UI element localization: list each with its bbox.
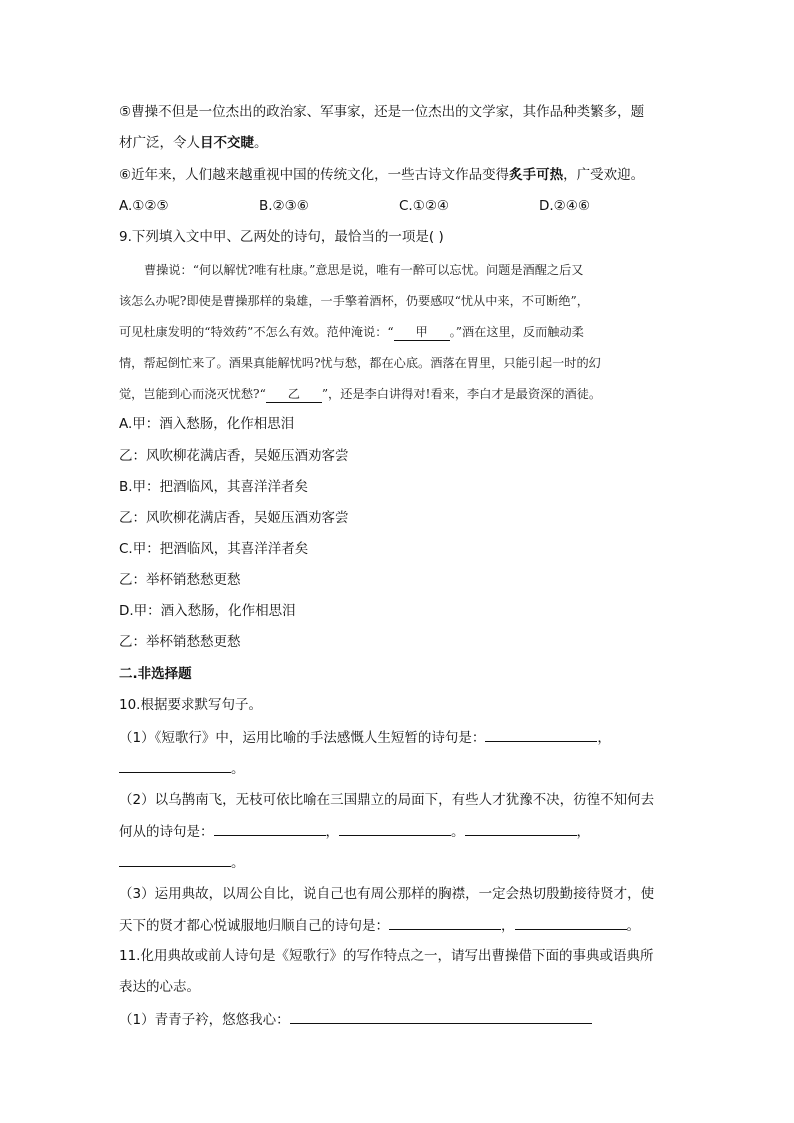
answer-blank[interactable] — [465, 821, 577, 836]
answer-blank[interactable] — [119, 852, 231, 867]
punctuation: ， — [597, 730, 611, 746]
answer-blank[interactable] — [119, 758, 231, 773]
q8-option-a[interactable]: A.①②⑤ — [119, 198, 169, 214]
q10-stem: 10.根据要求默写句子。 — [119, 697, 262, 713]
q8-options — [119, 196, 590, 216]
q10-part2-text: 何从的诗句是： — [119, 824, 214, 840]
passage-text: ”，还是李白讲得对!看来，李白才是最资深的酒徒。 — [321, 387, 602, 401]
q8-item-5-text: 材广泛，令人 — [119, 135, 200, 151]
q8-option-c[interactable]: C.①②④ — [399, 198, 450, 214]
passage-text: 可见杜康发明的“特效药”不怎么有效。范仲淹说：“ — [119, 325, 394, 339]
q9-option-a-yi: 乙：风吹柳花满店香，吴姬压酒劝客尝 — [119, 448, 349, 464]
punctuation: ， — [501, 918, 515, 934]
q9-option-a[interactable]: A.甲：酒入愁肠，化作相思泪 — [119, 416, 295, 432]
answer-blank[interactable] — [339, 821, 451, 836]
passage-line: 该怎么办呢?即使是曹操那样的枭雄，一手擎着酒杯，仍要感叹“忧从中来，不可断绝”， — [119, 294, 589, 308]
q10-part3-line2 — [119, 915, 640, 936]
q10-part2-line2 — [119, 821, 590, 842]
passage-text: 。”酒在这里，反而触动柔 — [449, 325, 584, 339]
q8-item-6 — [119, 165, 644, 185]
punctuation: 。 — [626, 918, 640, 934]
q11-stem-line1: 11.化用典故或前人诗句是《短歌行》的写作特点之一，请写出曹操借下面的事典或语典所 — [119, 948, 654, 964]
answer-blank[interactable] — [290, 1009, 592, 1024]
q9-option-d[interactable]: D.甲：酒入愁肠，化作相思泪 — [119, 603, 296, 619]
q11-stem-line2: 表达的心志。 — [119, 979, 200, 995]
q8-item-5-line1: ⑤曹操不但是一位杰出的政治家、军事家，还是一位杰出的文学家，其作品种类繁多，题 — [119, 104, 645, 120]
q9-passage — [119, 255, 675, 410]
q10-part1-text: （1）《短歌行》中，运用比喻的手法感慨人生短暂的诗句是： — [119, 730, 486, 746]
q10-part3-line1: （3）运用典故，以周公自比，说自己也有周公那样的胸襟，一定会热切殷勤接待贤才，使 — [119, 886, 655, 902]
answer-blank[interactable] — [389, 915, 501, 930]
q10-part3-text: 天下的贤才都心悦诚服地归顺自己的诗句是： — [119, 918, 389, 934]
q10-part1-line2 — [119, 758, 245, 779]
q9-option-d-yi: 乙：举杯销愁愁更愁 — [119, 634, 241, 650]
answer-blank[interactable] — [214, 821, 326, 836]
blank-jia: 甲 — [394, 324, 450, 341]
blank-yi: 乙 — [266, 386, 322, 403]
q8-option-d[interactable]: D.②④⑥ — [539, 198, 590, 214]
q9-option-b-yi: 乙：风吹柳花满店香，吴姬压酒劝客尝 — [119, 510, 349, 526]
q11-part1 — [119, 1009, 592, 1030]
q9-option-c[interactable]: C.甲：把酒临风，其喜洋洋者矣 — [119, 541, 309, 557]
punctuation: 。 — [451, 824, 465, 840]
passage-line: 曹操说：“何以解忧?唯有杜康。”意思是说，唯有一醉可以忘忧。问题是酒醒之后又 — [144, 263, 584, 277]
q9-option-b[interactable]: B.甲：把酒临风，其喜洋洋者矣 — [119, 479, 309, 495]
section-heading: 二.非选择题 — [119, 666, 192, 682]
passage-line — [119, 317, 675, 348]
q9-option-c-yi: 乙：举杯销愁愁更愁 — [119, 572, 241, 588]
passage-line: 情，帮起倒忙来了。酒果真能解忧吗?忧与愁，都在心底。酒落在胃里，只能引起一时的幻 — [119, 356, 601, 370]
q8-option-b[interactable]: B.②③⑥ — [259, 198, 309, 214]
q8-item-6-idiom: 炙手可热 — [509, 167, 564, 183]
punctuation: 。 — [231, 761, 245, 777]
punctuation: ， — [325, 824, 339, 840]
answer-blank[interactable] — [485, 727, 597, 742]
q9-stem: 9.下列填入文中甲、乙两处的诗句，最恰当的一项是( ) — [119, 229, 444, 245]
q8-item-5-end: 。 — [254, 135, 268, 151]
punctuation: 。 — [231, 855, 245, 871]
passage-line — [119, 379, 675, 410]
passage-text: 觉，岂能到心而浇灭忧愁?“ — [119, 387, 266, 401]
q11-part1-text: （1）青青子衿，悠悠我心： — [119, 1012, 290, 1028]
q8-item-5-idiom: 目不交睫 — [200, 135, 254, 151]
q10-part2-line3 — [119, 852, 245, 873]
q10-part1-line1 — [119, 727, 611, 748]
q8-item-6-text: ⑥近年来，人们越来越重视中国的传统文化，一些古诗文作品变得 — [119, 167, 510, 183]
q10-part2-line1: （2）以乌鹊南飞，无枝可依比喻在三国鼎立的局面下，有些人才犹豫不决，彷徨不知何去 — [119, 792, 655, 808]
answer-blank[interactable] — [515, 915, 627, 930]
q8-item-6-end: ，广受欢迎。 — [563, 167, 645, 183]
q8-item-5-line2 — [119, 133, 268, 153]
punctuation: ， — [576, 824, 590, 840]
